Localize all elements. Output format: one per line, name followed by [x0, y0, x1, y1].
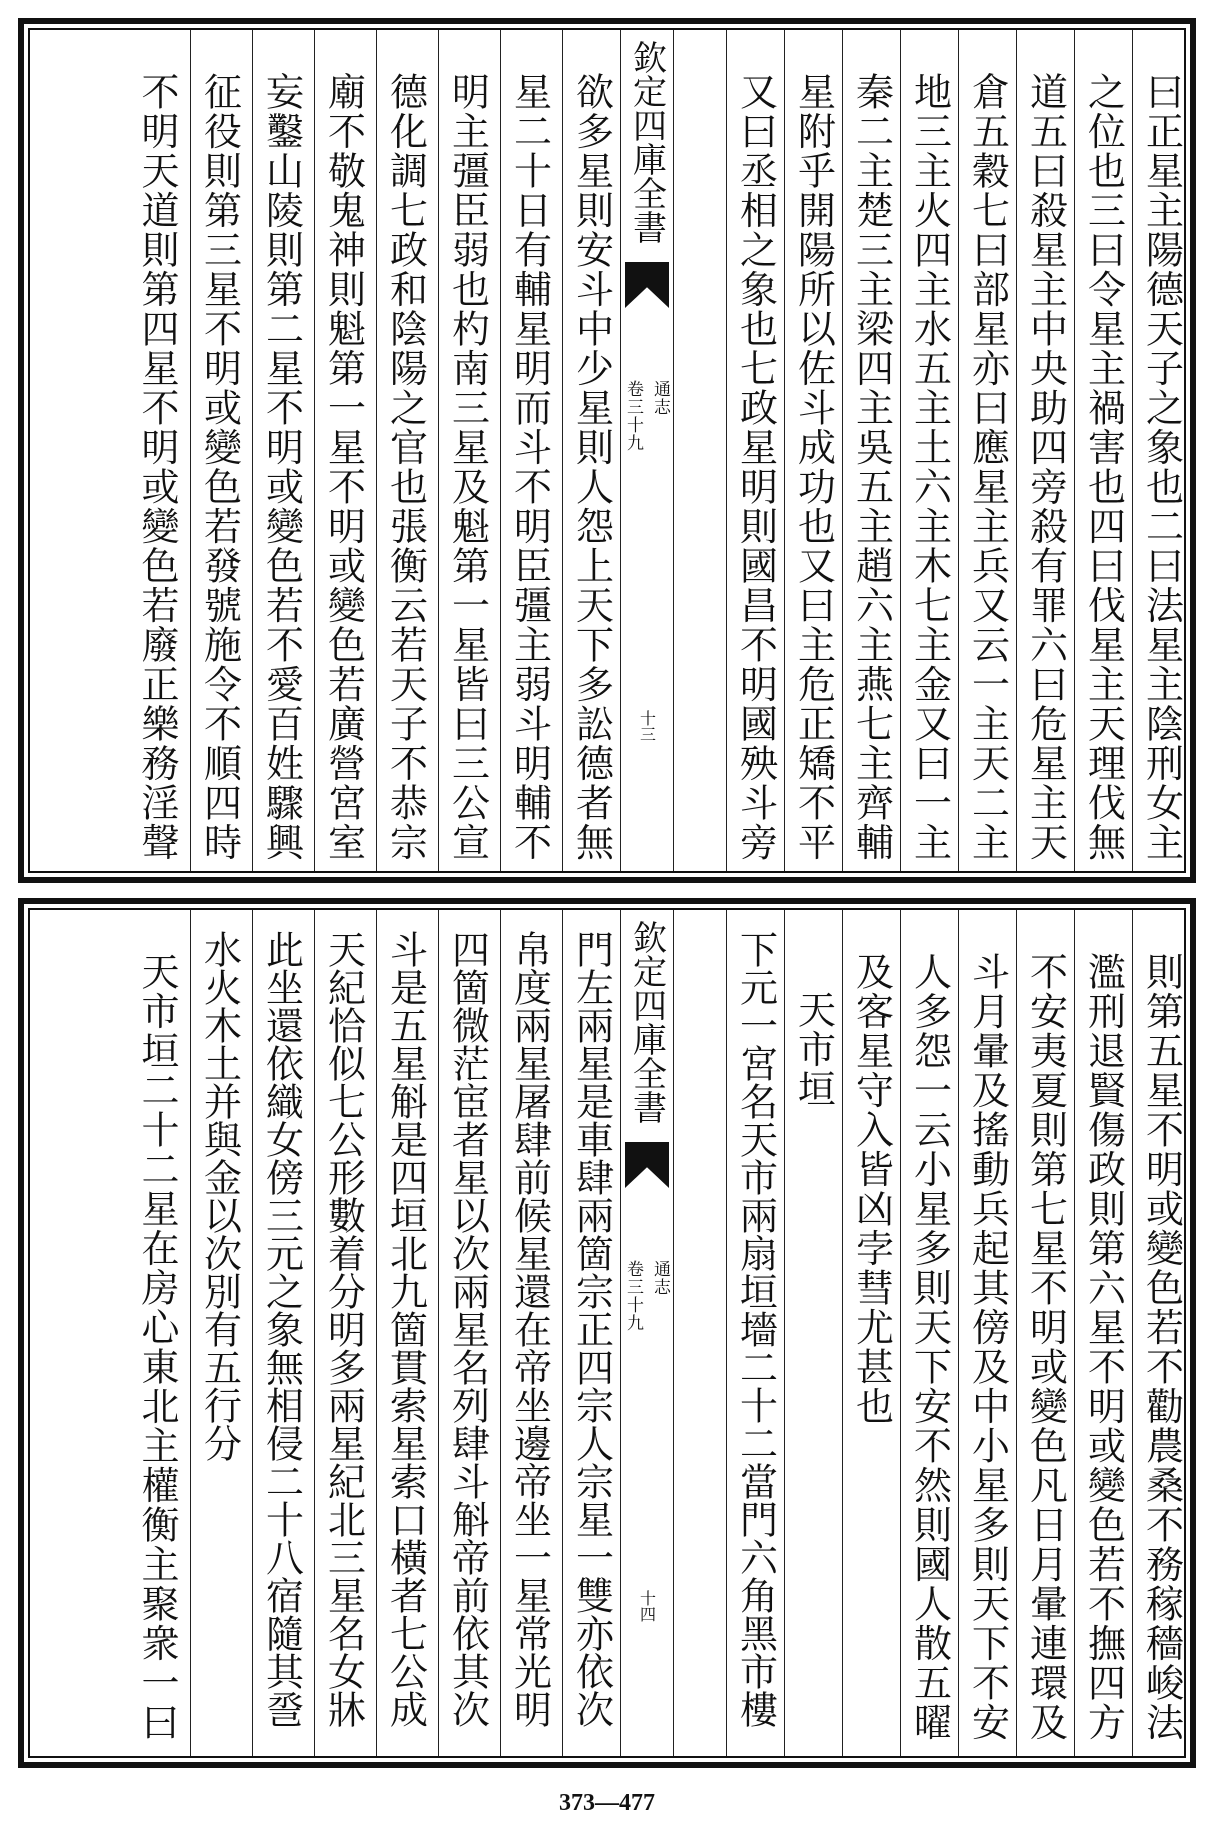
column — [314, 910, 372, 1756]
column — [726, 30, 784, 871]
column-text: 曰正星主陽德天子之象也二曰法星主陰刑女主 — [1139, 72, 1184, 862]
column-text: 道五曰殺星主中央助四旁殺有罪六曰危星主天 — [1023, 72, 1068, 862]
column — [252, 30, 310, 871]
upper-page — [18, 18, 1196, 883]
column-text: 濫刑退賢傷政則第六星不明或變色若不撫四方 — [1081, 952, 1126, 1742]
center-fold — [620, 30, 674, 871]
column-text: 水火木土并與金以次別有五行分 — [197, 930, 242, 1462]
column-text: 之位也三曰令星主禍害也四曰伐星主天理伐無 — [1081, 72, 1126, 862]
volume-number: 卷三十九 — [623, 1260, 643, 1332]
column-text: 征役則第三星不明或變色若發號施令不順四時 — [197, 72, 242, 862]
column-text: 及客星守入皆凶孛彗尤甚也 — [849, 952, 894, 1426]
column — [500, 30, 558, 871]
header-title: 欽定四庫全書 — [626, 40, 667, 244]
column — [958, 30, 1016, 871]
book-info — [621, 1260, 673, 1332]
column — [376, 910, 434, 1756]
column-text: 明主彊臣弱也杓南三星及魁第一星皆曰三公宣 — [445, 72, 490, 862]
center-fold — [620, 910, 674, 1756]
volume-number: 卷三十九 — [623, 380, 643, 452]
column — [500, 910, 558, 1756]
column — [900, 30, 958, 871]
header-title: 欽定四庫全書 — [626, 920, 667, 1124]
column-text: 不明天道則第四星不明或變色若廢正樂務淫聲 — [135, 72, 179, 862]
column — [562, 30, 620, 871]
column — [562, 910, 620, 1756]
column-text: 下元一宮名天市兩扇垣墻二十二當門六角黑市樓 — [733, 930, 778, 1728]
column — [376, 30, 434, 871]
column — [314, 30, 372, 871]
column — [128, 910, 186, 1756]
column-text: 不安夷夏則第七星不明或變色凡日月暈連環及 — [1023, 952, 1068, 1742]
column — [1016, 910, 1074, 1756]
page-number: 十四 — [637, 1590, 657, 1622]
column — [900, 910, 958, 1756]
column-text: 則第五星不明或變色若不勸農桑不務稼穡峻法 — [1139, 952, 1184, 1742]
column-text: 倉五穀七曰部星亦曰應星主兵又云一主天二主 — [965, 72, 1010, 862]
column — [1074, 910, 1132, 1756]
column-text: 天紀恰似七公形數着分明多兩星紀北三星名女牀 — [321, 930, 366, 1728]
column-text: 德化調七政和陰陽之官也張衡云若天子不恭宗 — [383, 72, 428, 862]
column-text: 帛度兩星屠肆前候星還在帝坐邊帝坐一星常光明 — [507, 930, 552, 1728]
book-name: 通志 — [650, 380, 670, 416]
column-text: 星附乎開陽所以佐斗成功也又曰主危正矯不平 — [791, 72, 836, 862]
column-text: 門左兩星是車肆兩箇宗正四宗人宗星一雙亦依次 — [569, 930, 614, 1728]
column — [1132, 910, 1190, 1756]
column-text: 又曰丞相之象也七政星明則國昌不明國殃斗旁 — [733, 72, 778, 862]
column — [842, 910, 900, 1756]
page-footer-number: 373—477 — [559, 1790, 655, 1816]
column — [438, 910, 496, 1756]
column-text: 人多怨一云小星多則天下安不然則國人散五曜 — [907, 952, 952, 1742]
column-text: 斗是五星斛是四垣北九箇貫索星索口橫者七公成 — [383, 930, 428, 1728]
column — [190, 910, 248, 1756]
column — [1132, 30, 1190, 871]
lower-text-frame — [28, 908, 1186, 1758]
column — [252, 910, 310, 1756]
book-name: 通志 — [650, 1260, 670, 1296]
column — [128, 30, 186, 871]
column — [1016, 30, 1074, 871]
column — [438, 30, 496, 871]
column-text: 斗月暈及搖動兵起其傍及中小星多則天下不安 — [965, 952, 1010, 1742]
column — [190, 30, 248, 871]
section-heading: 天市垣 — [791, 990, 836, 1109]
upper-text-frame — [28, 28, 1186, 873]
column — [1074, 30, 1132, 871]
column-text: 四箇微茫宦者星以次兩星名列肆斗斛帝前依其次 — [445, 930, 490, 1728]
column-text: 星二十日有輔星明而斗不明臣彊主弱斗明輔不 — [507, 72, 552, 862]
column — [784, 910, 842, 1756]
column-text: 妄鑿山陵則第二星不明或變色若不愛百姓驟興 — [259, 72, 304, 862]
page-number: 十三 — [637, 710, 657, 742]
fish-tail-mark — [625, 1142, 669, 1188]
column — [726, 910, 784, 1756]
fish-tail-mark — [625, 262, 669, 308]
column — [784, 30, 842, 871]
column-text: 地三主火四主水五主土六主木七主金又曰一主 — [907, 72, 952, 862]
column-text: 欲多星則安斗中少星則人怨上天下多訟德者無 — [569, 72, 614, 862]
column — [842, 30, 900, 871]
column-text: 天市垣二十二星在房心東北主權衡主聚衆一曰 — [135, 952, 179, 1742]
column — [958, 910, 1016, 1756]
book-info — [621, 380, 673, 452]
column-text: 此坐還依織女傍三元之象無相侵二十八宿隨其巹 — [259, 930, 304, 1728]
column-text: 廟不敬鬼神則魁第一星不明或變色若廣營宮室 — [321, 72, 366, 862]
lower-page — [18, 898, 1196, 1768]
column-text: 秦二主楚三主梁四主吳五主趙六主燕七主齊輔 — [849, 72, 894, 862]
